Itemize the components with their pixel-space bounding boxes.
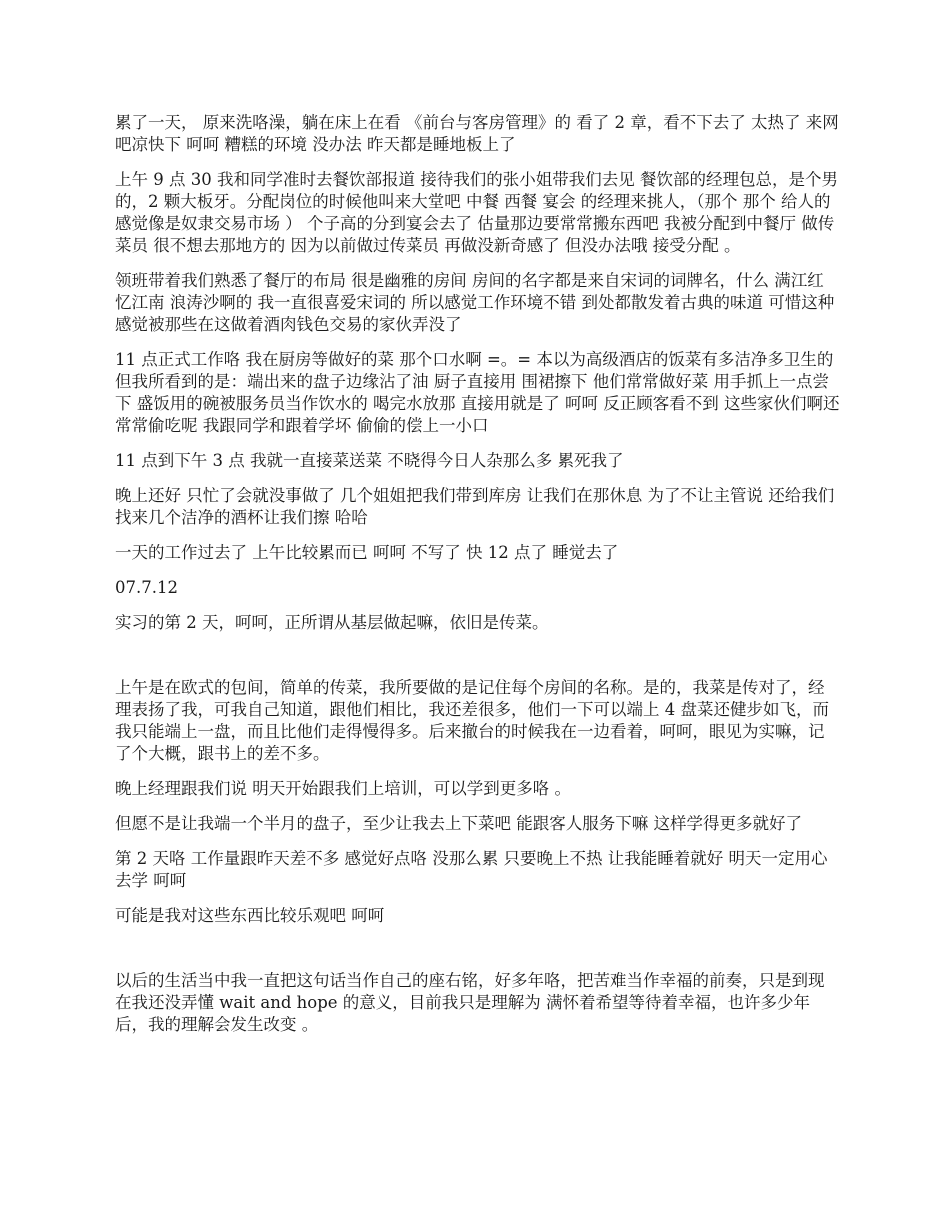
- paragraph-5: 11 点到下午 3 点 我就一直接菜送菜 不晓得今日人杂那么多 累死我了: [115, 451, 624, 470]
- blank-gap: [115, 940, 840, 970]
- date-line: 07.7.12: [115, 578, 178, 597]
- document-body: [115, 112, 840, 1049]
- paragraph-6: 晚上还好 只忙了会就没事做了 几个姐姐把我们带到库房 让我们在那休息 为了不让主管说 还给我们找来几个洁净的酒杯让我们擦 哈哈: [115, 486, 835, 527]
- paragraph-14: 以后的生活当中我一直把这句话当作自己的座右铭，好多年咯，把苦难当作幸福的前奏，只是到现在我还没弄懂 wait and hope 的意义，目前我只是理解为 满怀着希望等待着幸福，也许多少年后，我的理解会发生改变 。: [115, 971, 825, 1034]
- paragraph-13: 可能是我对这些东西比较乐观吧 呵呵: [115, 906, 385, 925]
- paragraph-9: 上午是在欧式的包间，简单的传菜，我所要做的是记住每个房间的名称。是的，我菜是传对了，经理表扬了我，可我自己知道，跟他们相比，我还差很多，他们一下可以端上 4 盘菜还健步如飞，而我只能端上一盘，而且比他们走得慢得多。后来撤台的时候我在一边看着，呵呵，眼见为实嘛，记了个大概，跟书上的差不多。: [115, 678, 829, 763]
- paragraph-4: 11 点正式工作咯 我在厨房等做好的菜 那个口水啊 =。= 本以为高级酒店的饭菜有多洁净多卫生的 但我所看到的是：端出来的盘子边缘沾了油 厨子直接用 围裙擦下 他们常常做好菜 用手抓上一点尝下 盛饭用的碗被服务员当作饮水的 喝完水放那 直接用就是了 呵呵 反正顾客看不到 这些家伙们啊还常常偷吃呢 我跟同学和跟着学坏 偷偷的偿上一小口: [115, 350, 840, 435]
- paragraph-8: 实习的第 2 天，呵呵，正所谓从基层做起嘛，依旧是传菜。: [115, 613, 549, 632]
- paragraph-3: 领班带着我们熟悉了餐厅的布局 很是幽雅的房间 房间的名字都是来自宋词的词牌名，什么 满江红 忆江南 浪涛沙啊的 我一直很喜爱宋词的 所以感觉工作环境不错 到处都散发着古典的味道 可惜这种感觉被那些在这做着酒肉钱色交易的家伙弄没了: [115, 271, 835, 334]
- paragraph-1: 累了一天， 原来洗咯澡，躺在床上在看 《前台与客房管理》的 看了 2 章，看不下去了 太热了 来网吧凉快下 呵呵 糟糕的环境 没办法 昨天都是睡地板上了: [115, 113, 839, 154]
- paragraph-7: 一天的工作过去了 上午比较累而已 呵呵 不写了 快 12 点了 睡觉去了: [115, 543, 619, 562]
- paragraph-10: 晚上经理跟我们说 明天开始跟我们上培训，可以学到更多咯 。: [115, 779, 571, 798]
- paragraph-12: 第 2 天咯 工作量跟昨天差不多 感觉好点咯 没那么累 只要晚上不热 让我能睡着就好 明天一定用心去学 呵呵: [115, 849, 828, 890]
- paragraph-2: 上午 9 点 30 我和同学准时去餐饮部报道 接待我们的张小姐带我们去见 餐饮部的经理包总，是个男的，2 颗大板牙。分配岗位的时候他叫来大堂吧 中餐 西餐 宴会 的经理来挑人，（那个 那个 给人的感觉像是奴隶交易市场 ） 个子高的分到宴会去了 估量那边要常常搬东西吧 我被分配到中餐厅 做传菜员 很不想去那地方的 因为以前做过传菜员 再做没新奇感了 但没办法哦 接受分配 。: [115, 170, 838, 255]
- paragraph-11: 但愿不是让我端一个半月的盘子，至少让我去上下菜吧 能跟客人服务下嘛 这样学得更多就好了: [115, 814, 802, 833]
- blank-gap: [115, 647, 840, 677]
